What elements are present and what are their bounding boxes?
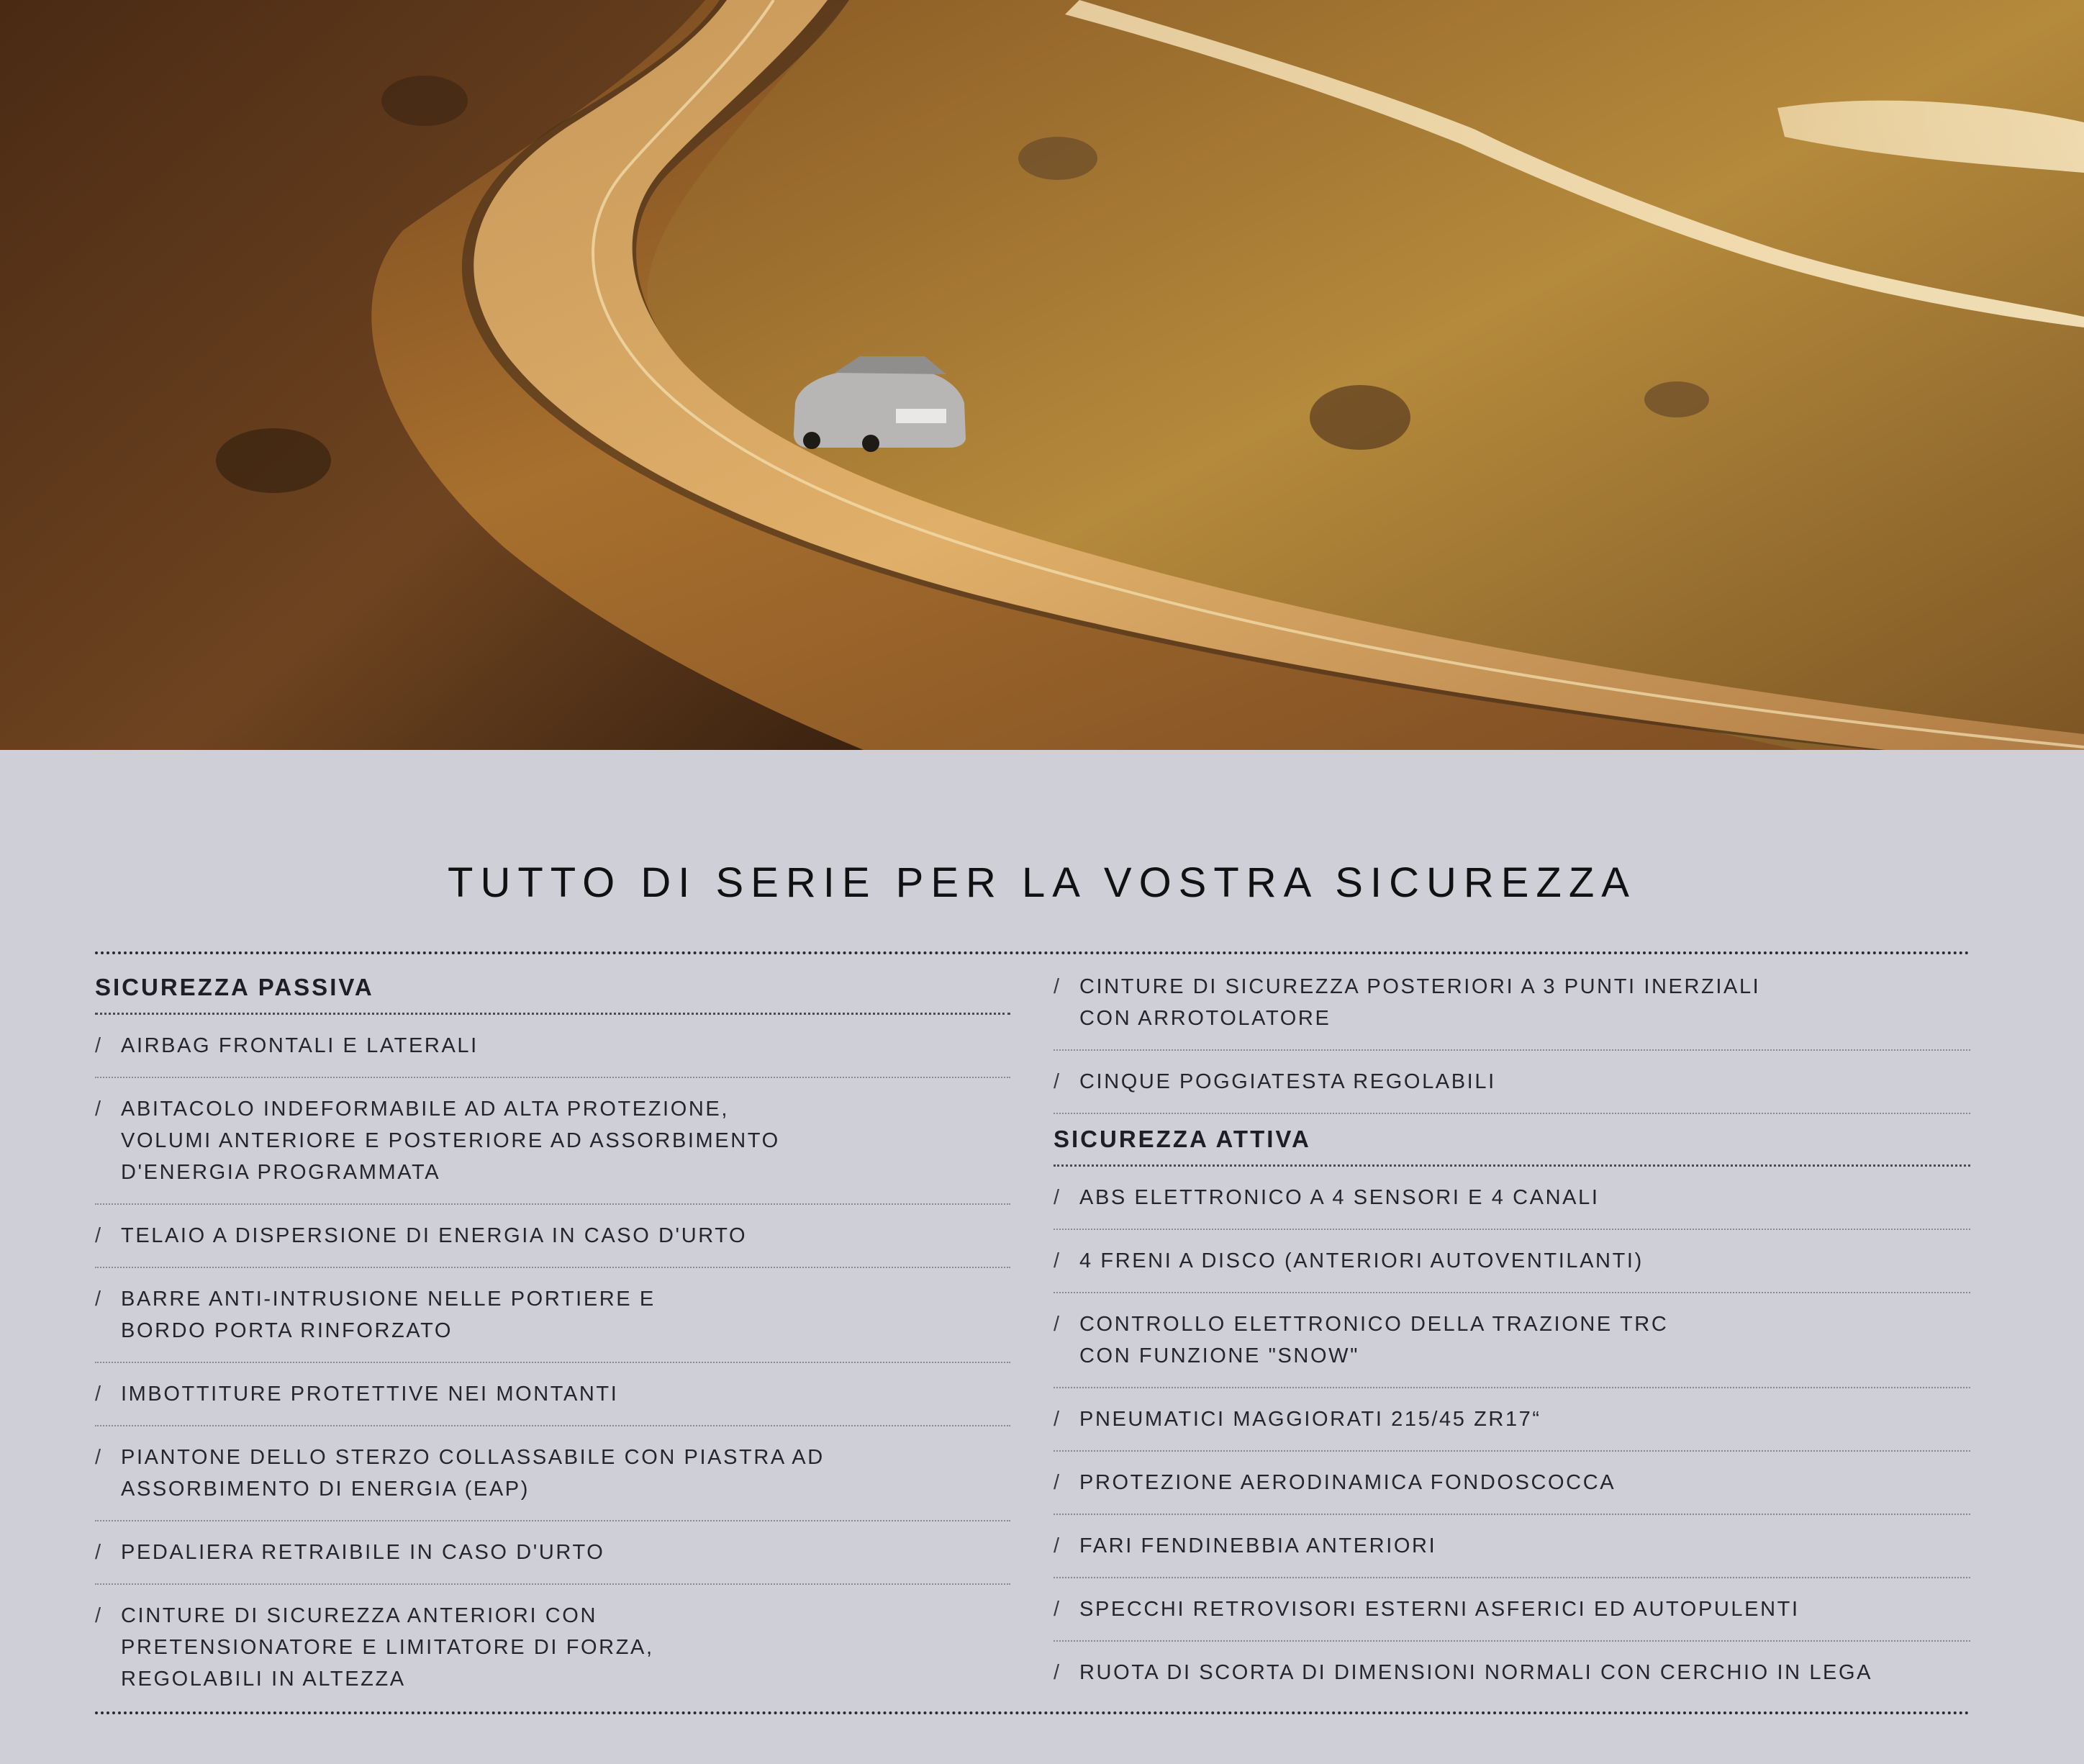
feature-item	[95, 1268, 1010, 1363]
feature-text: PEDALIERA RETRAIBILE IN CASO D'URTO	[121, 1541, 605, 1564]
feature-item	[1054, 1388, 1970, 1452]
bullet-slash: /	[95, 1224, 103, 1247]
divider-bottom	[95, 1711, 1970, 1714]
bullet-slash: /	[1054, 1249, 1061, 1272]
bullet-slash: /	[95, 1098, 103, 1121]
bullet-slash: /	[95, 1288, 103, 1311]
passive-safety-heading: SICUREZZA PASSIVA	[95, 962, 1010, 1015]
page-title: TUTTO DI SERIE PER LA VOSTRA SICUREZZA	[448, 859, 1636, 906]
feature-text: ABITACOLO INDEFORMABILE AD ALTA PROTEZIONE, VOLUMI ANTERIORE E POSTERIORE AD ASSORBIMENTO D'ENERGIA PROGRAMMATA	[121, 1098, 780, 1184]
right-column	[1054, 962, 1970, 1704]
bullet-slash: /	[95, 1446, 103, 1469]
bullet-slash: /	[1054, 1408, 1061, 1431]
feature-item	[1054, 1642, 1970, 1704]
bullet-slash: /	[1054, 1186, 1061, 1209]
feature-item	[1054, 1515, 1970, 1578]
feature-item	[95, 1521, 1010, 1585]
bullet-slash: /	[1054, 1598, 1061, 1621]
feature-item	[95, 1585, 1010, 1710]
divider-top	[95, 951, 1970, 954]
bullet-slash: /	[95, 1604, 103, 1627]
feature-text: CINTURE DI SICUREZZA ANTERIORI CON PRETENSIONATORE E LIMITATORE DI FORZA, REGOLABILI IN ALTEZZA	[121, 1604, 654, 1691]
feature-text: 4 FRENI A DISCO (ANTERIORI AUTOVENTILANTI)	[1079, 1249, 1644, 1272]
feature-item	[1054, 962, 1970, 1051]
photo-car-on-winding-road-icon	[0, 0, 2084, 750]
feature-item	[95, 1426, 1010, 1521]
feature-item	[1054, 1167, 1970, 1230]
bullet-slash: /	[95, 1383, 103, 1406]
feature-text: BARRE ANTI-INTRUSIONE NELLE PORTIERE E BORDO PORTA RINFORZATO	[121, 1288, 656, 1342]
feature-text: TELAIO A DISPERSIONE DI ENERGIA IN CASO D'URTO	[121, 1224, 748, 1247]
feature-text: PROTEZIONE AERODINAMICA FONDOSCOCCA	[1079, 1471, 1616, 1494]
feature-item	[1054, 1452, 1970, 1515]
safety-features-panel	[0, 750, 2084, 1764]
feature-item	[1054, 1293, 1970, 1388]
feature-text: CINTURE DI SICUREZZA POSTERIORI A 3 PUNTI INERZIALI CON ARROTOLATORE	[1079, 975, 1761, 1030]
bullet-slash: /	[95, 1541, 103, 1564]
feature-item	[95, 1015, 1010, 1078]
feature-item	[1054, 1051, 1970, 1114]
bullet-slash: /	[1054, 975, 1061, 998]
feature-text: RUOTA DI SCORTA DI DIMENSIONI NORMALI CON CERCHIO IN LEGA	[1079, 1661, 1873, 1684]
feature-item	[95, 1078, 1010, 1205]
bullet-slash: /	[1054, 1070, 1061, 1093]
feature-text: AIRBAG FRONTALI E LATERALI	[121, 1034, 479, 1057]
active-safety-heading: SICUREZZA ATTIVA	[1054, 1114, 1970, 1167]
feature-text: CINQUE POGGIATESTA REGOLABILI	[1079, 1070, 1496, 1093]
passive-safety-column	[95, 962, 1010, 1710]
feature-item	[1054, 1578, 1970, 1642]
feature-text: PNEUMATICI MAGGIORATI 215/45 ZR17“	[1079, 1408, 1541, 1431]
bullet-slash: /	[1054, 1661, 1061, 1684]
feature-text: IMBOTTITURE PROTETTIVE NEI MONTANTI	[121, 1383, 619, 1406]
hero-photo	[0, 0, 2084, 750]
feature-item	[95, 1363, 1010, 1426]
feature-item	[1054, 1230, 1970, 1293]
feature-text: ABS ELETTRONICO A 4 SENSORI E 4 CANALI	[1079, 1186, 1600, 1209]
feature-text: FARI FENDINEBBIA ANTERIORI	[1079, 1534, 1437, 1557]
bullet-slash: /	[1054, 1313, 1061, 1336]
bullet-slash: /	[1054, 1471, 1061, 1494]
bullet-slash: /	[95, 1034, 103, 1057]
feature-text: CONTROLLO ELETTRONICO DELLA TRAZIONE TRC CON FUNZIONE "SNOW"	[1079, 1313, 1669, 1367]
feature-item	[95, 1205, 1010, 1268]
feature-text: SPECCHI RETROVISORI ESTERNI ASFERICI ED AUTOPULENTI	[1079, 1598, 1800, 1621]
feature-text: PIANTONE DELLO STERZO COLLASSABILE CON PIASTRA AD ASSORBIMENTO DI ENERGIA (EAP)	[121, 1446, 825, 1501]
bullet-slash: /	[1054, 1534, 1061, 1557]
